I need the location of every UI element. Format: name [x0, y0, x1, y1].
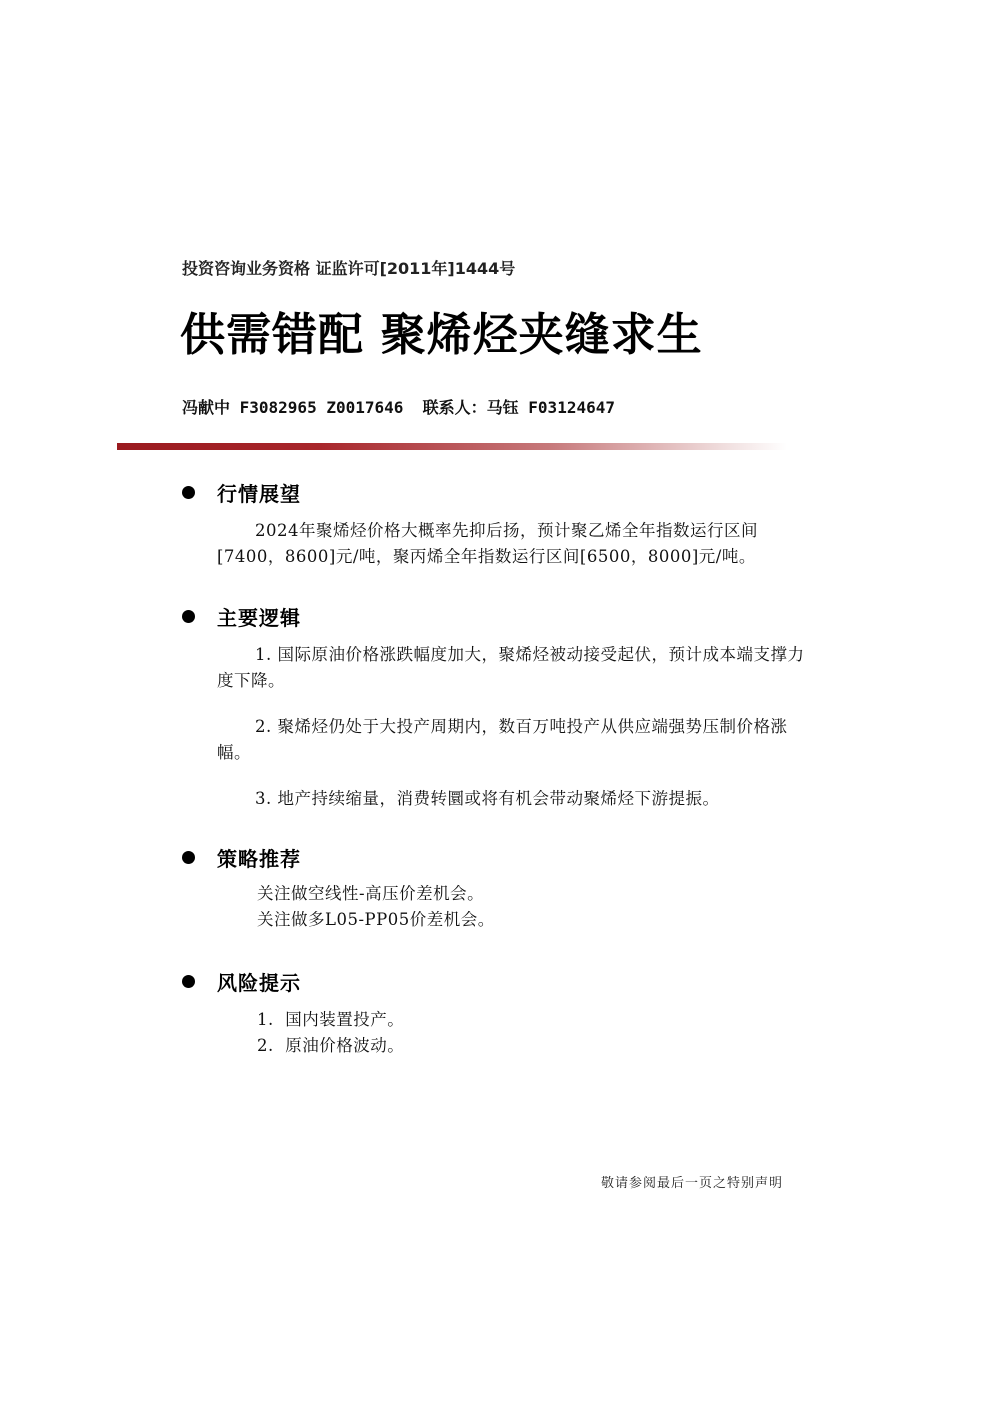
section-title: 行情展望: [217, 482, 301, 506]
logic-item: 3. 地产持续缩量，消费转圜或将有机会带动聚烯烃下游提振。: [255, 789, 720, 808]
bullet-icon: [182, 975, 195, 988]
section-title: 主要逻辑: [217, 606, 301, 630]
bullet-icon: [182, 851, 195, 864]
logic-item: 1. 国际原油价格涨跌幅度加大，聚烯烃被动接受起伏，预计成本端支撑力度下降。: [217, 645, 805, 690]
bullet-icon: [182, 610, 195, 623]
section-risk: [182, 967, 822, 1059]
authors-line: 冯献中 F3082965 Z0017646 联系人：马钰 F03124647: [182, 398, 615, 417]
outlook-text: 2024年聚烯烃价格大概率先抑后扬，预计聚乙烯全年指数运行区间[7400，8600]元/吨，聚丙烯全年指数运行区间[6500，8000]元/吨。: [217, 521, 758, 566]
section-strategy: [182, 843, 822, 933]
section-title: 策略推荐: [217, 847, 301, 871]
section-logic: [182, 602, 822, 812]
bullet-icon: [182, 486, 195, 499]
strategy-item: 关注做空线性-高压价差机会。: [257, 884, 485, 903]
risk-item: 1. 国内装置投产。: [257, 1010, 405, 1029]
qualification-line: 投资咨询业务资格 证监许可[2011年]1444号: [182, 259, 516, 278]
header-divider: [117, 443, 787, 450]
risk-item: 2. 原油价格波动。: [257, 1036, 405, 1055]
section-outlook: [182, 478, 822, 570]
logic-item: 2. 聚烯烃仍处于大投产周期内，数百万吨投产从供应端强势压制价格涨幅。: [217, 717, 788, 762]
section-title: 风险提示: [217, 971, 301, 995]
disclaimer-note: 敬请参阅最后一页之特别声明: [601, 1176, 784, 1191]
report-title: 供需错配 聚烯烃夹缝求生: [180, 308, 703, 361]
strategy-item: 关注做多L05-PP05价差机会。: [257, 910, 495, 929]
